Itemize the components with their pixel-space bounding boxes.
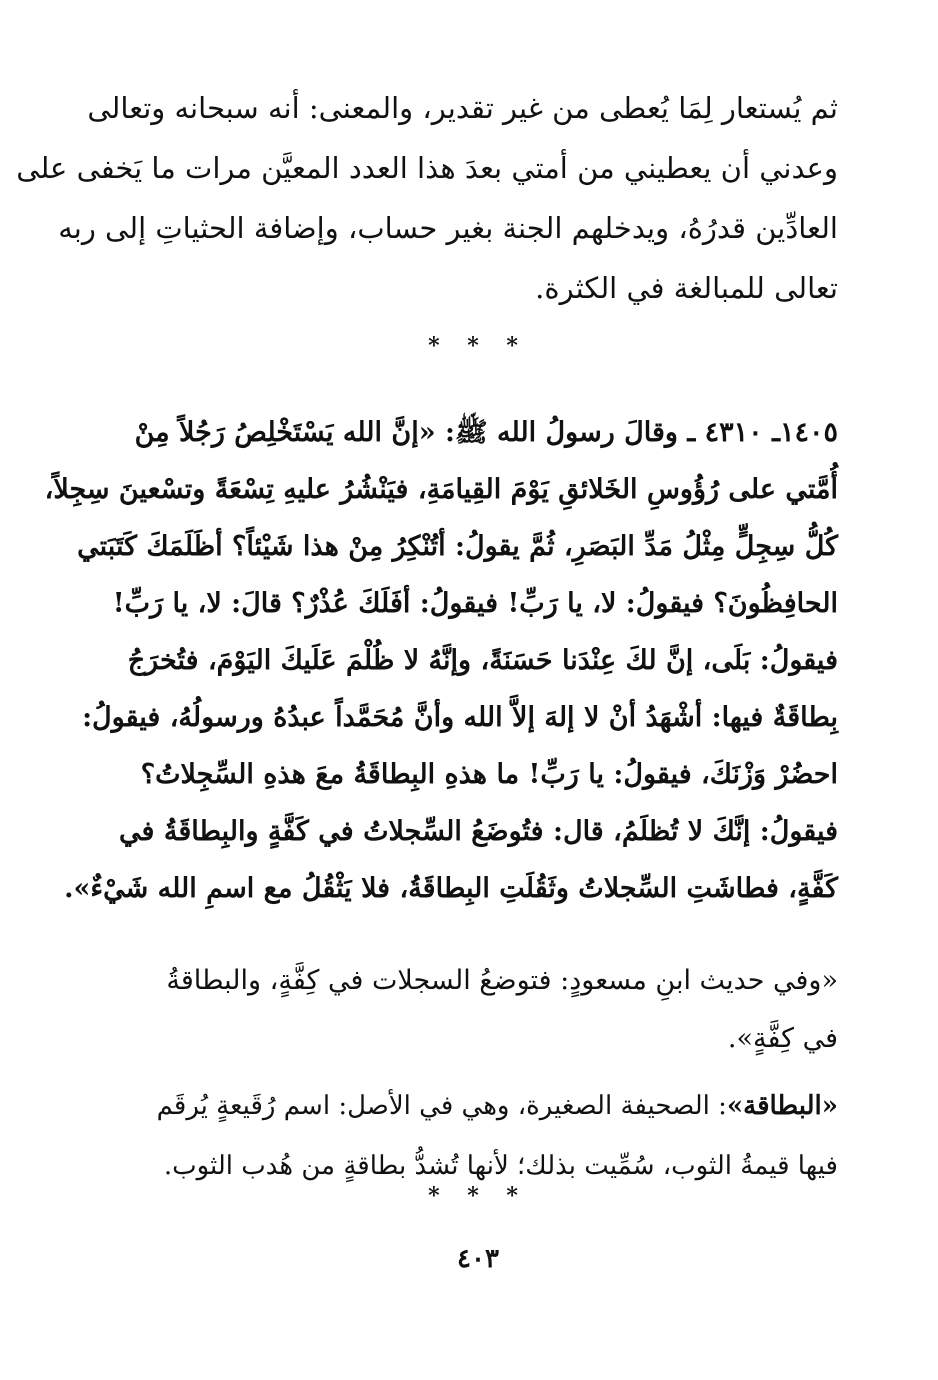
definition-line (118, 1076, 838, 1136)
text-line: العادِّين قدرُهُ، ويدخلهم الجنة بغير حساب، وإضافة الحثياتِ إلى ربه (58, 211, 838, 245)
hadith-line: فيقولُ: بَلَى، إنَّ لكَ عِنْدَنا حَسَنَةً، وإنَّهُ لا ظُلْمَ عَلَيكَ اليَوْمَ، فتُخرَجُ (127, 645, 838, 676)
section-separator: * * * (428, 333, 528, 359)
hadith-line: فيقولُ: إنَّكَ لا تُظلَمُ، قال: فتُوضَعُ السِّجلاتُ في كَفَّةٍ والبِطاقَةُ في (119, 816, 838, 847)
definition-text: : الصحيفة الصغيرة، وهي في الأصل: اسم رُقَيعةٍ يُرقَم (156, 1091, 727, 1121)
text-line: «وفي حديث ابنِ مسعودٍ: فتوضعُ السجلات في كِفَّةٍ، والبطاقةُ (166, 965, 838, 996)
hadith-line: أُمَّتي على رُؤُوسِ الخَلائقِ يَوْمَ القِيامَةِ، فيَنْشُرُ عليهِ تِسْعَةً وتسْعينَ سِجِلاً، (44, 474, 838, 505)
defined-term: «البطاقة» (726, 1091, 838, 1121)
section-separator: * * * (428, 1183, 528, 1209)
text-line: في كِفَّةٍ». (727, 1023, 838, 1054)
hadith-line: كَفَّةٍ، فطاشَتِ السِّجلاتُ وثَقُلَتِ البِطاقَةُ، فلا يَثْقُلُ مع اسمِ الله شَيْءٌ». (64, 873, 838, 904)
text-line: وعدني أن يعطيني من أمتي بعدَ هذا العدد المعيَّن مرات ما يَخفى على (16, 151, 838, 185)
text-line: تعالى للمبالغة في الكثرة. (535, 271, 838, 305)
book-page (16, 0, 838, 1380)
hadith-line: الحافِظُونَ؟ فيقولُ: لا، يا رَبِّ! فيقولُ: أفَلَكَ عُذْرٌ؟ قالَ: لا، يا رَبِّ! (112, 588, 838, 619)
page-number: ٤٠٣ (457, 1244, 499, 1274)
variant-narration-paragraph (118, 952, 838, 1068)
hadith-line: احضُرْ وَزْنَكَ، فيقولُ: يا رَبِّ! ما هذهِ البِطاقَةُ معَ هذهِ السِّجِلاتُ؟ (140, 759, 838, 790)
commentary-paragraph (16, 78, 838, 318)
hadith-line: كُلُّ سِجِلٍّ مِثْلُ مَدِّ البَصَرِ، ثُمَّ يقولُ: أتُنْكِرُ مِنْ هذا شَيْئاً؟ أظَلَمَكَ كَتَبَتي (77, 531, 838, 562)
hadith-line: بِطاقَةٌ فيها: أشْهَدُ أنْ لا إلهَ إلاَّ الله وأنَّ مُحَمَّداً عبدُهُ ورسولُهُ، فيقولُ: (82, 702, 838, 733)
text-line: ثم يُستعار لِمَا يُعطى من غير تقدير، والمعنى: أنه سبحانه وتعالى (87, 91, 838, 125)
hadith-text (44, 404, 838, 917)
text-line: فيها قيمةُ الثوب، سُمِّيت بذلك؛ لأنها تُشدُّ بطاقةٍ من هُدب الثوب. (163, 1151, 838, 1181)
hadith-line: ١٤٠٥ـ ٤٣١٠ ـ وقالَ رسولُ الله ﷺ: «إنَّ الله يَسْتَخْلِصُ رَجُلاً مِنْ (134, 417, 838, 448)
definition-paragraph (118, 1076, 838, 1196)
